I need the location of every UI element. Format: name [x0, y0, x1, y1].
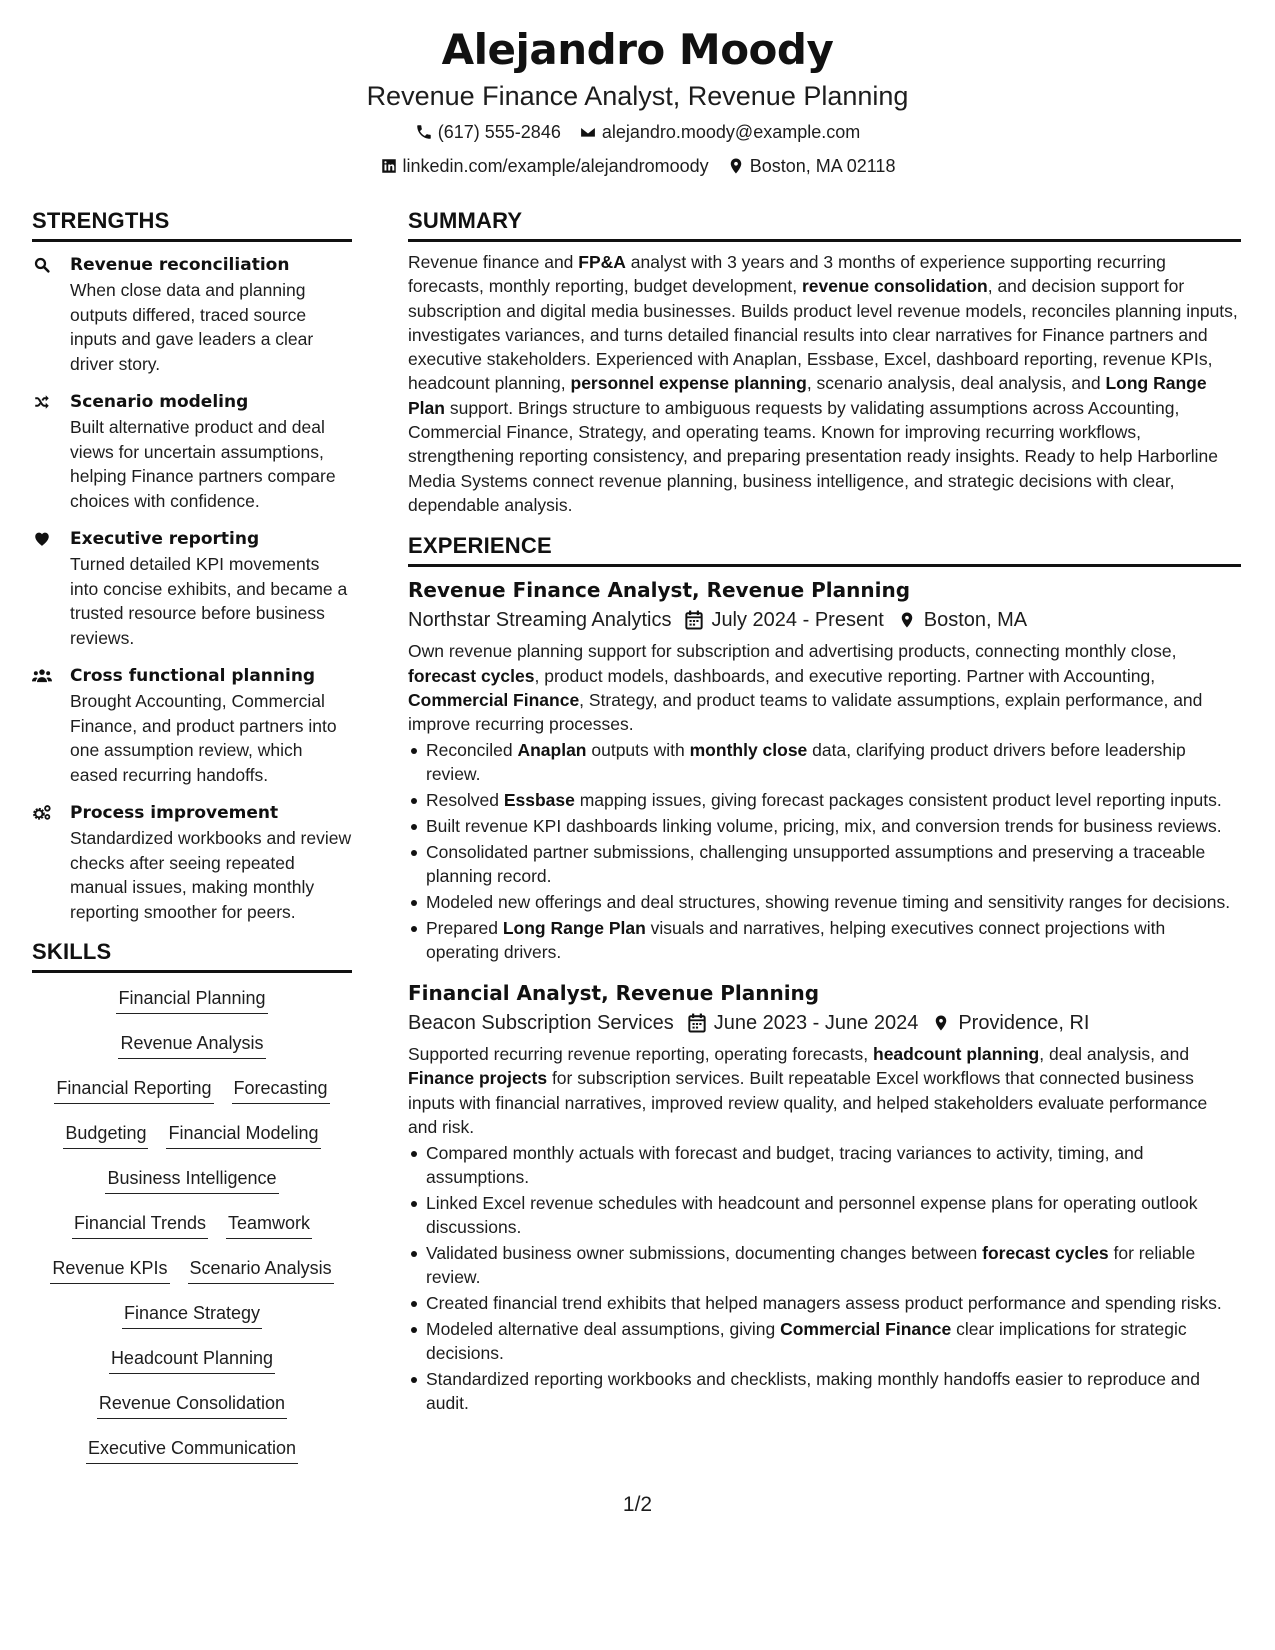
job-dates: June 2023 - June 2024 [713, 1012, 919, 1035]
location-text: Boston, MA 02118 [749, 156, 896, 176]
page-number: 1/2 [622, 1493, 653, 1516]
job-description: Supported recurring revenue reporting, operating forecasts, headcount planning, deal analysis, and Finance projects for subscription services. Built repeatable Excel workflows that connected business inputs with financial narratives, improved review quality, and helped stakeholders evaluate performance and risk. [408, 1044, 1208, 1138]
phone-text: (617) 555-2846 [437, 122, 561, 142]
job-meta [408, 1008, 1241, 1038]
skill-tag: Forecasting [232, 1075, 330, 1104]
right-column [408, 206, 1241, 1416]
strength-desc: Turned detailed KPI movements into concise exhibits, and became a trusted resource before business reviews. [70, 554, 348, 648]
summary-text: Revenue finance and FP&A analyst with 3 years and 3 months of experience supporting recurring forecasts, monthly reporting, budget development, revenue consolidation, and decision support for subscription and digital media businesses. Builds product level revenue models, reconciles planning inputs, investigates variances, and turns detailed financial results into clear narratives for Finance partners and executive stakeholders. Experienced with Anaplan, Essbase, Excel, dashboard reporting, revenue KPIs, headcount planning, personnel expense planning, scenario analysis, deal analysis, and Long Range Plan support. Brings structure to ambiguous requests by validating assumptions across Accounting, Commercial Finance, Strategy, and operating teams. Known for improving recurring workflows, strengthening reporting consistency, and preparing presentation ready insights. Ready to help Harborline Media Systems connect revenue planning, business intelligence, and strategic decisions with clear, dependable analysis. [408, 252, 1238, 515]
envelope-icon [579, 123, 597, 141]
gears-icon [32, 804, 52, 822]
skill-row [32, 1300, 352, 1345]
strength-desc: Built alternative product and deal views for uncertain assumptions, helping Finance partners compare choices with confidence. [70, 417, 336, 511]
job-bullet: Resolved Essbase mapping issues, giving forecast packages consistent product level reporting inputs. [426, 788, 1241, 812]
strength-title: Process improvement [70, 803, 279, 823]
job-bullet: Linked Excel revenue schedules with headcount and personnel expense plans for operating outlook discussions. [426, 1191, 1241, 1240]
strength-item [32, 800, 352, 924]
skill-row [32, 1345, 352, 1390]
candidate-name: Alejandro Moody [441, 25, 834, 74]
emphasis-text: Anaplan [517, 739, 587, 760]
job-bullets [408, 1141, 1241, 1416]
skill-tag: Scenario Analysis [188, 1255, 334, 1284]
candidate-title: Revenue Finance Analyst, Revenue Planning [366, 81, 909, 111]
strength-item [32, 252, 352, 376]
strength-desc: Brought Accounting, Commercial Finance, and product partners into one assumption review, which eased recurring handoffs. [70, 691, 337, 785]
emphasis-text: Essbase [503, 790, 575, 811]
skill-tag: Revenue Analysis [118, 1030, 265, 1059]
contact-email[interactable] [579, 116, 860, 148]
resume-header [0, 22, 1275, 182]
skill-tag: Finance Strategy [122, 1300, 262, 1329]
job-bullet: Standardized reporting workbooks and checklists, making monthly handoffs easier to reproduce and audit. [426, 1367, 1241, 1416]
skills-list [32, 985, 352, 1480]
skill-row [32, 1435, 352, 1480]
shuffle-icon [32, 393, 52, 411]
emphasis-text: monthly close [689, 739, 808, 760]
emphasis-text: revenue consolidation [801, 276, 988, 297]
emphasis-text: personnel expense planning [570, 373, 807, 394]
emphasis-text: Commercial Finance [780, 1318, 952, 1339]
users-icon [32, 667, 52, 685]
emphasis-text: Long Range Plan [408, 373, 1207, 418]
job-company: Beacon Subscription Services [408, 1012, 674, 1035]
skill-row [32, 1075, 352, 1120]
skill-row [32, 985, 352, 1030]
skill-row [32, 1030, 352, 1075]
skill-row [32, 1210, 352, 1255]
skill-row [32, 1120, 352, 1165]
linkedin-icon [380, 157, 398, 175]
emphasis-text: Commercial Finance [408, 689, 580, 710]
strength-item [32, 389, 352, 513]
map-pin-icon [932, 1013, 950, 1033]
skill-tag: Business Intelligence [105, 1165, 278, 1194]
skill-tag: Financial Planning [116, 985, 267, 1014]
strength-title: Revenue reconciliation [70, 255, 290, 275]
experience-heading: EXPERIENCE [408, 531, 1241, 567]
skill-row [32, 1390, 352, 1435]
emphasis-text: Long Range Plan [502, 917, 646, 938]
skill-tag: Revenue KPIs [50, 1255, 169, 1284]
strength-item [32, 526, 352, 650]
job-bullet: Compared monthly actuals with forecast and budget, tracing variances to activity, timing, and assumptions. [426, 1141, 1241, 1190]
strength-item [32, 663, 352, 787]
skill-tag: Financial Reporting [54, 1075, 213, 1104]
job-bullet: Modeled alternative deal assumptions, giving Commercial Finance clear implications for strategic decisions. [426, 1317, 1241, 1366]
job-bullets [408, 738, 1241, 964]
skill-tag: Financial Trends [72, 1210, 208, 1239]
skill-row [32, 1255, 352, 1300]
phone-icon [415, 123, 433, 141]
job-meta [408, 605, 1241, 635]
calendar-icon [688, 1013, 706, 1033]
job-title: Financial Analyst, Revenue Planning [408, 981, 820, 1006]
map-pin-icon [727, 157, 745, 175]
linkedin-link[interactable]: linkedin.com/example/alejandromoody [402, 156, 709, 176]
job-bullet: Created financial trend exhibits that helped managers assess product performance and spending risks. [426, 1291, 1241, 1315]
left-column [32, 206, 352, 1480]
strength-desc: When close data and planning outputs differed, traced source inputs and gave leaders a clear driver story. [70, 280, 314, 374]
job-bullet: Built revenue KPI dashboards linking volume, pricing, mix, and conversion trends for business reviews. [426, 814, 1241, 838]
skill-tag: Headcount Planning [109, 1345, 275, 1374]
job-location: Boston, MA [923, 609, 1028, 632]
job-dates: July 2024 - Present [711, 609, 884, 632]
skill-tag: Revenue Consolidation [97, 1390, 287, 1419]
job-location: Providence, RI [958, 1012, 1090, 1035]
email-link[interactable]: alejandro.moody@example.com [601, 122, 861, 142]
skill-tag: Teamwork [226, 1210, 312, 1239]
contact-row-1 [0, 116, 1275, 148]
job-entry [408, 575, 1241, 964]
job-company: Northstar Streaming Analytics [408, 609, 672, 632]
strength-title: Executive reporting [70, 529, 260, 549]
contact-linkedin[interactable] [380, 150, 709, 182]
job-description: Own revenue planning support for subscription and advertising products, connecting monthly close, forecast cycles, product models, dashboards, and executive reporting. Partner with Accounting, Commercial Finance, Strategy, and product teams to validate assumptions, explain performance, and improve recurring processes. [408, 641, 1203, 735]
job-title: Revenue Finance Analyst, Revenue Planning [408, 578, 911, 603]
contact-phone [415, 116, 561, 148]
job-bullet: Prepared Long Range Plan visuals and narratives, helping executives connect projections with operating drivers. [426, 916, 1241, 965]
emphasis-text: FP&A [578, 252, 626, 272]
strengths-heading: STRENGTHS [32, 206, 352, 242]
strength-desc: Standardized workbooks and review checks after seeing repeated manual issues, making monthly reporting smoother for peers. [70, 828, 352, 922]
job-entry [408, 978, 1241, 1415]
emphasis-text: forecast cycles [982, 1243, 1109, 1263]
skill-row [32, 1165, 352, 1210]
strengths-list [32, 252, 352, 924]
map-pin-icon [898, 610, 916, 630]
emphasis-text: headcount planning [873, 1044, 1040, 1065]
skills-heading: SKILLS [32, 937, 352, 973]
job-bullet: Validated business owner submissions, documenting changes between forecast cycles for reliable review. [426, 1241, 1241, 1290]
job-bullet: Reconciled Anaplan outputs with monthly close data, clarifying product drivers before leadership review. [426, 738, 1241, 787]
emphasis-text: forecast cycles [408, 665, 535, 686]
search-icon [32, 256, 52, 274]
summary-heading: SUMMARY [408, 206, 1241, 242]
contact-row-2 [0, 150, 1275, 182]
heart-icon [32, 530, 52, 548]
skill-tag: Financial Modeling [166, 1120, 320, 1149]
skill-tag: Budgeting [63, 1120, 148, 1149]
skill-tag: Executive Communication [86, 1435, 298, 1464]
emphasis-text: Finance projects [408, 1068, 548, 1089]
job-bullet: Modeled new offerings and deal structures, showing revenue timing and sensitivity ranges for decisions. [426, 890, 1241, 914]
strength-title: Cross functional planning [70, 666, 316, 686]
job-bullet: Consolidated partner submissions, challenging unsupported assumptions and preserving a traceable planning record. [426, 840, 1241, 889]
calendar-icon [685, 610, 703, 630]
contact-location [727, 150, 896, 182]
strength-title: Scenario modeling [70, 392, 249, 412]
